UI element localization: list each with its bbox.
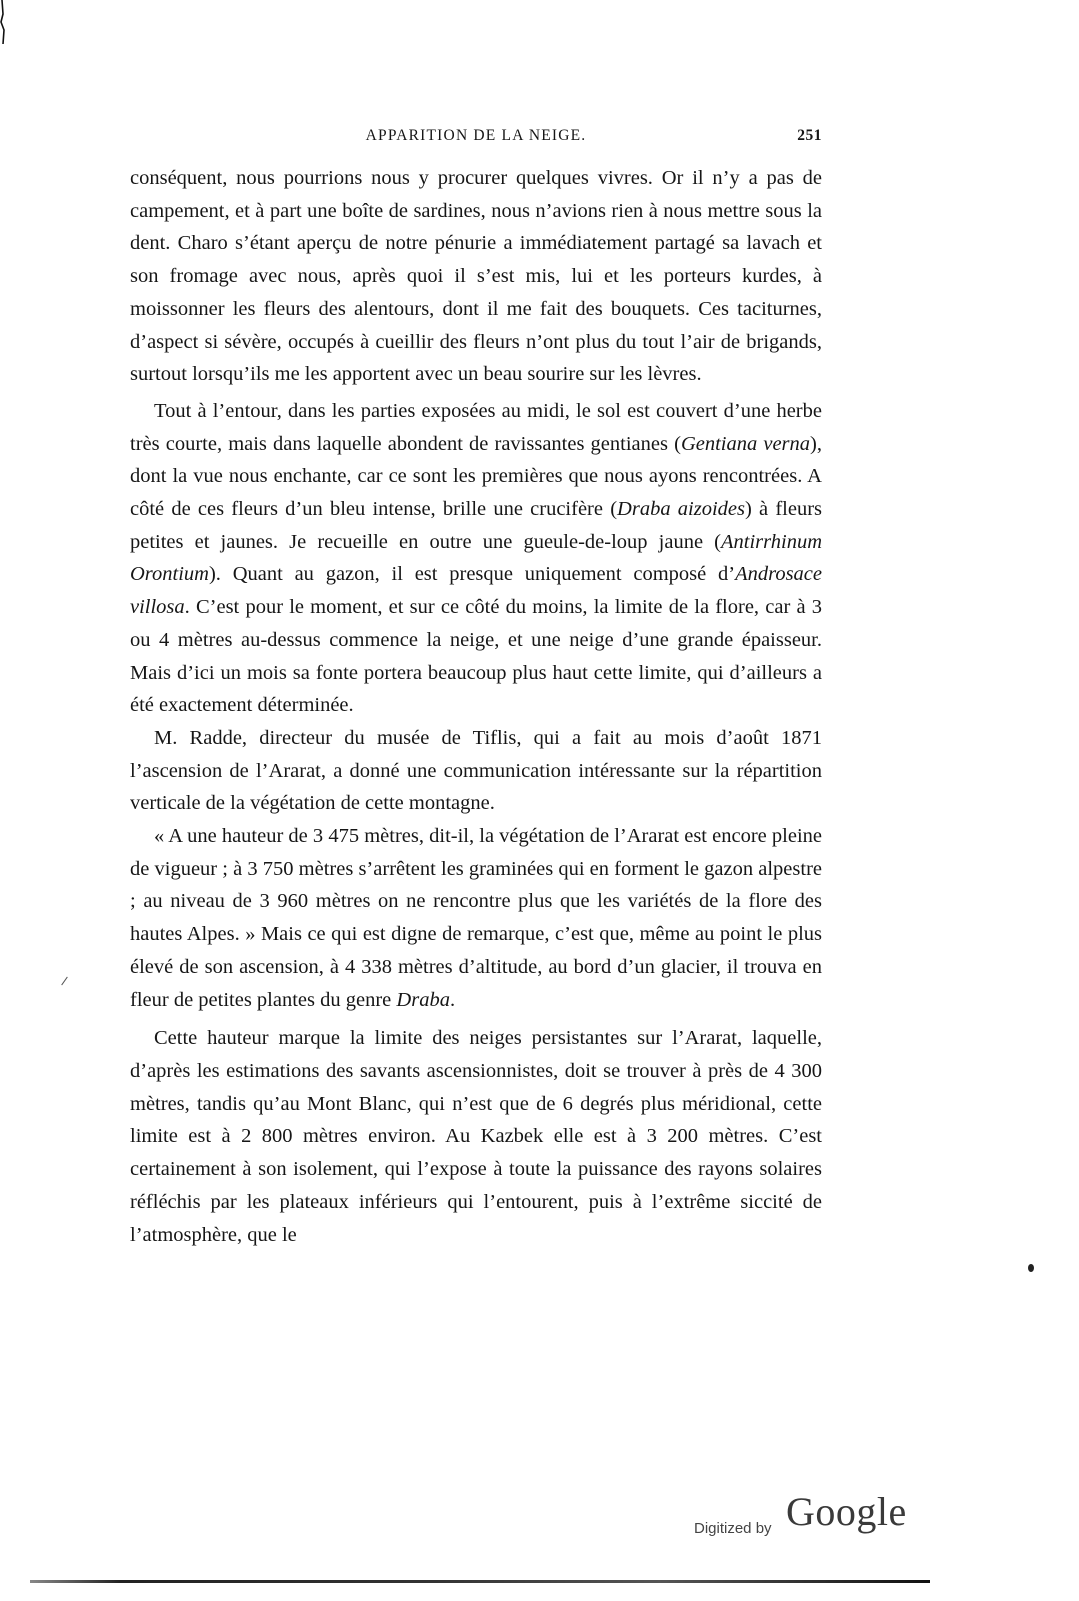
digitized-label: Digitized by [694,1520,772,1537]
running-header [130,127,822,151]
paragraph: Tout à l’entour, dans les parties exposées au midi, le sol est couvert d’une herbe très courte, mais dans laquelle abondent de ravissantes gentianes (Gentiana verna), dont la vue nous enchante, car ce sont les premières que nous ayons rencontrées. A côté de ces fleurs d’un bleu intense, brille une crucifère (Draba aizoides) à fleurs petites et jaunes. Je recueille en outre une gueule-de-loup jaune (Antirrhinum Orontium). Quant au gazon, il est presque uniquement composé d’Androsace villosa. C’est pour le moment, et sur ce côté du moins, la limite de la flore, car à 3 ou 4 mètres au-dessus commence la neige, et une neige d’une grande épaisseur. Mais d’ici un mois sa fonte portera beaucoup plus haut cette limite, qui d’ailleurs a été exactement déterminée. [130,399,823,717]
page-number: 251 [797,127,822,144]
paragraph: Cette hauteur marque la limite des neiges persistantes sur l’Ararat, laquelle, d’après les estimations des savants ascensionnistes, doit se trouver à près de 4 300 mètres, tandis qu’au Mont Blanc, qui n’est que de 6 degrés plus méridional, cette limite est à 2 800 mètres environ. Au Kazbek elle est à 3 200 mètres. C’est certainement à son isolement, qui l’expose à toute la puissance des rayons solaires réfléchis par les plateaux inférieurs qui l’entourent, puis à l’extrême siccité de l’atmosphère, que le [130,1027,822,1246]
page-edge-mark [0,0,8,44]
running-title: APPARITION DE LA NEIGE. [365,127,587,144]
page-bottom-rule [30,1580,930,1583]
paragraph: conséquent, nous pourrions nous y procurer quelques vivres. Or il n’y a pas de campement, et à part une boîte de sardines, nous n’avions rien à nous mettre sous la dent. Charo s’étant aperçu de notre pénurie a immédiatement partagé sa lavach et son fromage avec nous, après quoi il s’est mis, lui et les porteurs kurdes, à moissonner les fleurs des alentours, dont il me fait des bouquets. Ces taciturnes, d’aspect si sévère, occupés à cueillir des fleurs n’ont plus du tout l’air de brigands, surtout lorsqu’ils me les apportent avec un beau sourire sur les lèvres. [130,167,822,386]
google-logo: Google [786,1489,907,1534]
body-text [130,162,822,1251]
paragraph: « A une hauteur de 3 475 mètres, dit-il, la végétation de l’Ararat est encore pleine de vigueur ; à 3 750 mètres s’arrêtent les graminées qui en forment le gazon alpestre ; au niveau de 3 960 mètres on ne rencontre plus que les variétés de la flore des hautes Alpes. » Mais ce qui est digne de remarque, c’est que, même au point le plus élevé de son ascension, à 4 338 mètres d’altitude, au bord d’un glacier, il trouva en fleur de petites plantes du genre Draba. [130,825,822,1011]
margin-mark [61,977,68,986]
paragraph: M. Radde, directeur du musée de Tiflis, qui a fait au mois d’août 1871 l’ascension de l’Ararat, a donné une communication intéressante sur la répartition verticale de la végétation de cette montagne. [130,726,822,815]
ink-spot [1028,1264,1034,1272]
digitized-by-google-watermark [694,1488,924,1548]
